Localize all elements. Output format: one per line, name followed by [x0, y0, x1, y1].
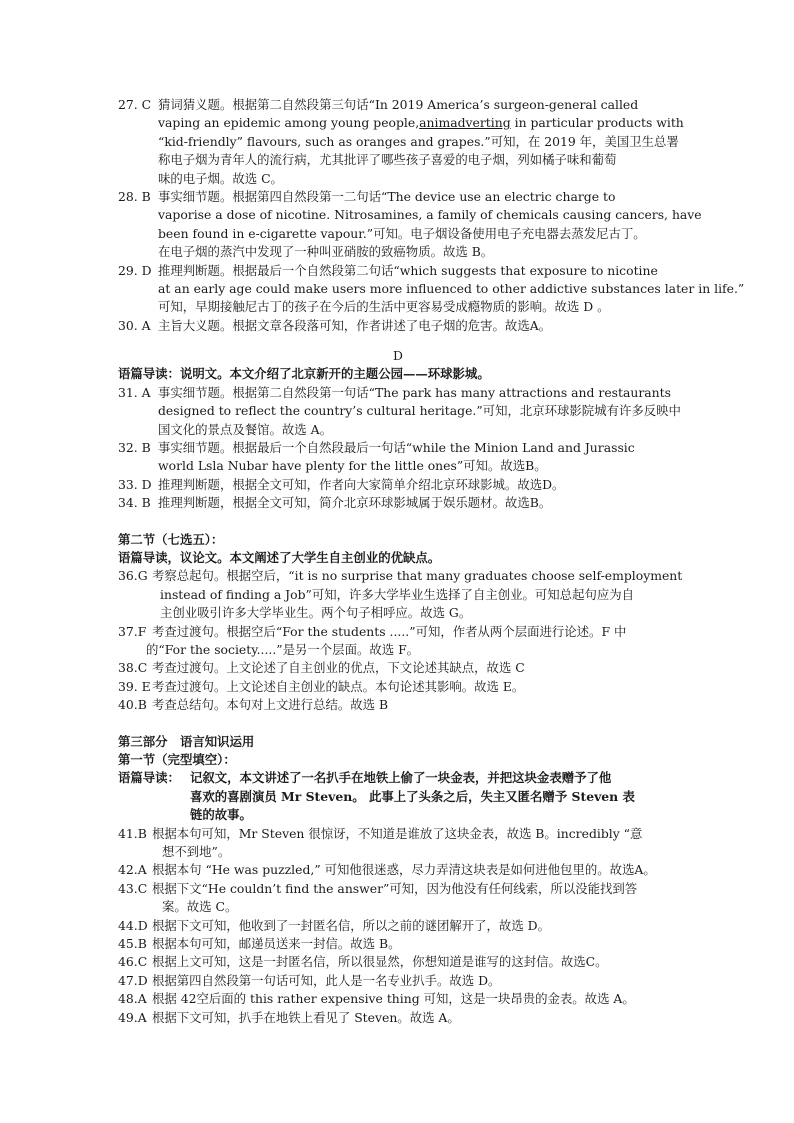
answer-item — [118, 917, 678, 935]
answer-line: 事实细节题。根据第四自然段第一二句话“The device use an electric charge to — [158, 189, 616, 205]
answer-item — [118, 384, 681, 439]
answer-number: 38.C — [118, 660, 148, 676]
section-label-d: D — [393, 348, 403, 364]
answer-line: 的“For the society.....”是另一个层面。故选 F。 — [146, 641, 420, 657]
answer-number: 29. D — [118, 262, 152, 278]
answer-item — [118, 494, 678, 512]
answer-line: 根据下文“He couldn’t find the answer”可知，因为他没有任何线索，所以没能找到答 — [152, 880, 638, 896]
answer-line: 根据本句可知，邮递员送来一封信。故选 B。 — [152, 936, 401, 952]
spacer — [118, 513, 678, 531]
answer-number: 37.F — [118, 623, 147, 639]
answer-line: 味的电子烟。故选 C。 — [158, 170, 283, 186]
answer-number: 28. B — [118, 189, 151, 205]
answer-line: 根据 42空后面的 this rather expensive thing 可知，这是一块昂贵的金表。故选 A。 — [152, 991, 635, 1007]
answer-line: “kid-friendly” flavours, such as oranges and grapes.”可知，在 2019 年，美国卫生总署 — [158, 133, 679, 149]
answer-number: 49.A — [118, 1009, 147, 1025]
answer-line: vaporise a dose of nicotine. Nitrosamines, a family of chemicals causing cancers, have — [158, 207, 702, 223]
answer-line: 称电子烟为青年人的流行病，尤其批评了哪些孩子喜爱的电子烟，列如橘子味和葡萄 — [158, 152, 617, 168]
passage-guide: 语篇导读：说明文。本文介绍了北京新开的主题公园——环球影城。 — [118, 366, 490, 382]
passage-guide — [118, 769, 678, 824]
answer-number: 47.D — [118, 972, 148, 988]
answer-item — [118, 696, 678, 714]
answer-item — [118, 96, 684, 188]
answer-line: 事实细节题。根据最后一个自然段最后一句话“while the Minion Land and Jurassic — [158, 439, 635, 455]
answer-line: 想不到地”。 — [162, 844, 231, 860]
answer-line: 案。故选 C。 — [162, 899, 238, 915]
part3-answers — [118, 825, 678, 1027]
answer-item — [118, 317, 678, 335]
answer-line: 主旨大义题。根据文章各段落可知，作者讲述了电子烟的危害。故选A。 — [158, 317, 552, 333]
part-title: 第三部分 语言知识运用 — [118, 733, 255, 749]
answer-item — [118, 861, 678, 879]
answer-number: 41.B — [118, 825, 147, 841]
answer-number: 31. A — [118, 384, 151, 400]
answer-item — [118, 1009, 678, 1027]
answer-number: 27. C — [118, 97, 152, 112]
answer-line: 根据上文可知，这是一封匿名信，所以很显然，你想知道是谁写的这封信。故选C。 — [152, 954, 608, 970]
answer-number: 40.B — [118, 697, 147, 713]
answer-line: 考查过渡句。上文论述了自主创业的优点，下文论述其缺点，故选 C — [152, 660, 525, 676]
guide-line: 记叙文，本文讲述了一名扒手在地铁上偷了一块金表，并把这块金表赠予了他 — [190, 770, 612, 786]
answer-number: 45.B — [118, 936, 147, 952]
answer-line: at an early age could make users more influenced to other addictive substances later in life.” — [158, 281, 745, 297]
answer-line: 推理判断题，根据全文可知，作者向大家简单介绍北京环球影城。故选D。 — [158, 476, 565, 492]
answer-line: 根据下文可知，他收到了一封匿名信，所以之前的谜团解开了，故选 D。 — [152, 917, 550, 933]
answer-item — [118, 678, 678, 696]
answer-line: 猜词猜义题。根据第二自然段第三句话“In 2019 America’s surgeon-general called — [158, 97, 639, 112]
answer-number: 30. A — [118, 317, 151, 333]
answer-item — [118, 623, 678, 660]
answer-line: 考查过渡句。根据空后“For the students .....”可知，作者从两个层面进行论述。F 中 — [152, 623, 627, 639]
answer-line: 在电子烟的蒸汽中发现了一种叫亚硝胺的致癌物质。故选 B。 — [158, 244, 494, 260]
answer-number: 32. B — [118, 439, 151, 455]
section-title: 第一节（完型填空）： — [118, 752, 236, 767]
answer-number: 34. B — [118, 495, 151, 511]
passage-guide: 语篇导读，议论文。本文阐述了大学生自主创业的优缺点。 — [118, 549, 441, 565]
part-d-answers — [118, 384, 681, 513]
answer-line: 根据第四自然段第一句话可知，此人是一名专业扒手。故选 D。 — [152, 972, 501, 988]
answer-number: 44.D — [118, 917, 148, 933]
answer-number: 48.A — [118, 991, 147, 1007]
spacer — [118, 715, 678, 733]
answer-item — [118, 567, 683, 622]
answer-number: 39. E — [118, 678, 151, 694]
answer-line: designed to reflect the country’s cultural heritage.”可知，北京环球影院城有许多反映中 — [158, 403, 681, 419]
answer-line: 考查过渡句。上文论述自主创业的缺点。本句论述其影响。故选 E。 — [152, 678, 525, 694]
section2-answers — [118, 567, 683, 714]
answer-line: 推理判断题。根据最后一个自然段第二句话“which suggests that exposure to nicotine — [158, 262, 658, 278]
answer-number: 46.C — [118, 954, 148, 970]
answer-line: world Lsla Nubar have plenty for the little ones”可知。故选B。 — [158, 458, 547, 474]
answer-line: instead of finding a Job”可知，许多大学毕业生选择了自主创业。可知总起句应为自 — [160, 586, 635, 602]
answer-item — [118, 659, 678, 677]
answer-line: 根据下文可知，扒手在地铁上看见了 Steven。故选 A。 — [152, 1009, 460, 1025]
answer-item — [118, 990, 678, 1008]
answer-line: vaping an epidemic among young people,animadverting in particular products with — [158, 115, 684, 131]
answer-line: 可知，早期接触尼古丁的孩子在今后的生活中更容易受成瘾物质的影响。故选 D 。 — [158, 299, 610, 315]
answer-key-page — [118, 96, 745, 1027]
answer-item — [118, 825, 678, 862]
answer-number: 33. D — [118, 476, 152, 492]
answer-line: 根据本句 “He was puzzled,” 可知他很迷惑，尽力弄清这块表是如何进他包里的。故选A。 — [152, 862, 656, 878]
answer-item — [118, 439, 678, 476]
answer-item — [118, 188, 702, 262]
answer-number: 36.G — [118, 568, 148, 584]
answer-line: 国文化的景点及餐馆。故选 A。 — [158, 421, 332, 437]
answer-line: 考察总起句。根据空后，“it is no surprise that many graduates choose self-employment — [152, 568, 683, 584]
answer-line: 事实细节题。根据第二自然段第一句话“The park has many attractions and restaurants — [158, 384, 672, 400]
guide-label: 语篇导读： — [118, 770, 180, 786]
answer-line: been found in e-cigarette vapour.”可知。电子烟设备使用电子充电器去蒸发尼古丁。 — [158, 225, 646, 241]
answer-line: 考查总结句。本句对上文进行总结。故选 B — [152, 697, 389, 713]
answer-item — [118, 972, 678, 990]
guide-line: 喜欢的喜剧演员 Mr Steven。 此事上了头条之后，失主又匿名赠予 Steven 表 — [190, 788, 635, 804]
answer-number: 42.A — [118, 862, 147, 878]
section-title: 第二节（七选五）： — [118, 531, 224, 547]
answer-line: 推理判断题，根据全文可知，简介北京环球影城属于娱乐题材。故选B。 — [158, 495, 552, 511]
answer-line: 根据本句可知，Mr Steven 很惊讶，不知道是谁放了这块金表，故选 B。incredibly “意 — [152, 825, 643, 841]
spacer — [118, 335, 678, 347]
answer-item — [118, 476, 678, 494]
answer-item — [118, 953, 678, 971]
answer-number: 43.C — [118, 880, 148, 896]
guide-line: 链的故事。 — [190, 807, 252, 823]
part-c-answers — [118, 96, 745, 335]
answer-item — [118, 935, 678, 953]
answer-item — [118, 262, 745, 317]
answer-item — [118, 880, 678, 917]
underlined-word: animadverting — [419, 115, 511, 131]
answer-line: 主创业吸引许多大学毕业生。两个句子相呼应。故选 G。 — [160, 605, 472, 621]
